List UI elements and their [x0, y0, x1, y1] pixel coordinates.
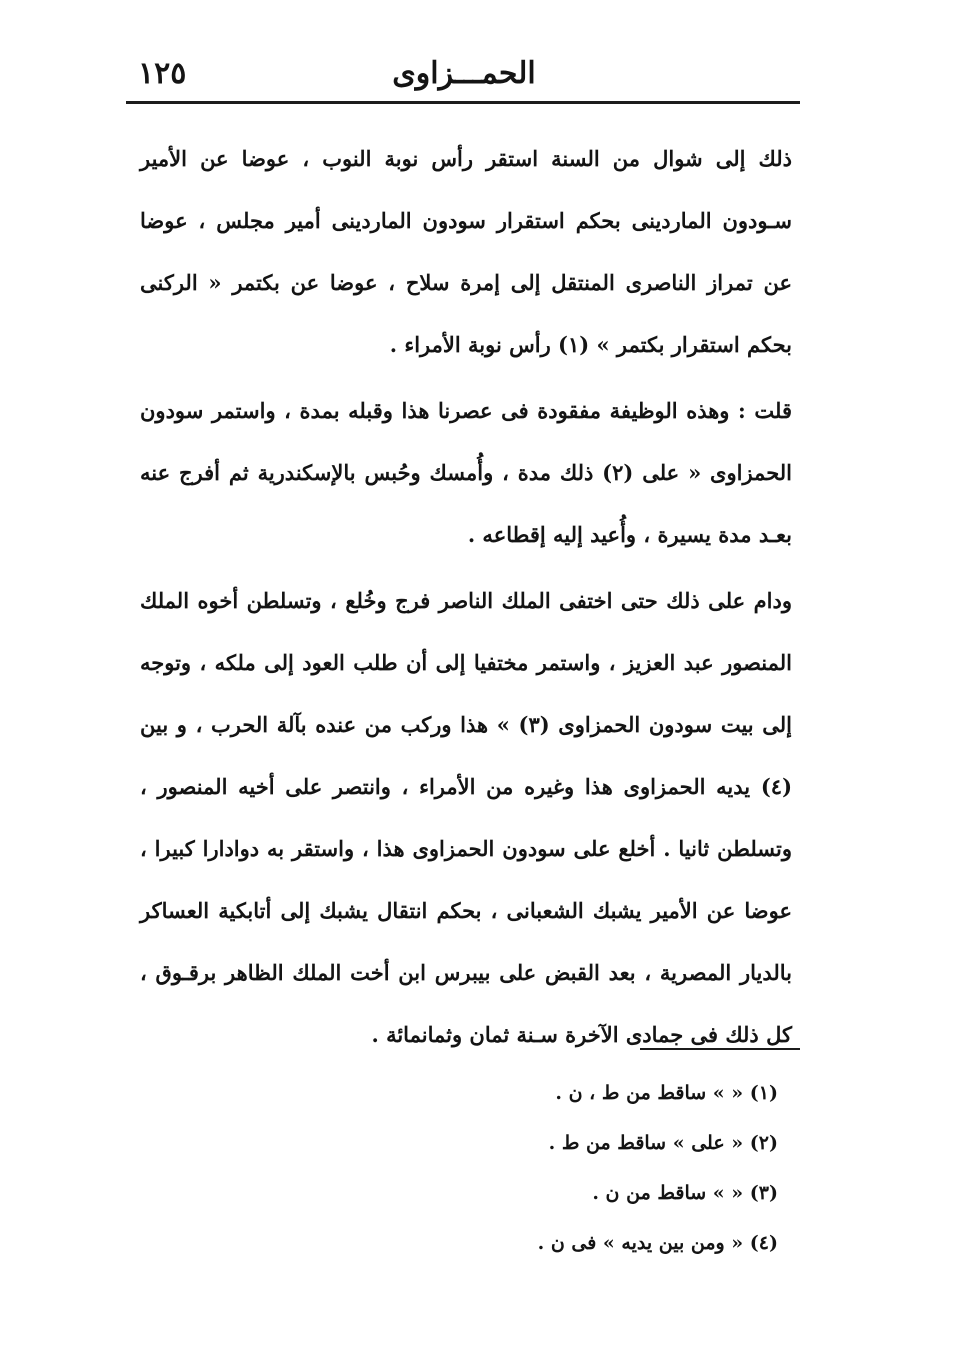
header-rule [126, 101, 800, 104]
footnote-3: (٣) « » ساقط من ن . [592, 1182, 778, 1204]
footnote-1: (١) « » ساقط من ط ، ن . [555, 1082, 778, 1104]
running-header [130, 48, 798, 100]
footnote-rule [640, 1048, 800, 1050]
footnotes-list [380, 1068, 778, 1268]
paragraph-1: ذلك إلى شوال من السنة استقر رأس نوبة النوب ، عوضا عن الأمير سـودون الماردينى بحكم استقرار سودون الماردينى أمير مجلس ، عوضا عن تمراز الناصرى المنتقل إلى إمرة سلاح ، عوضا عن بكتمر « الركنى بحكم استقرار بكتمر » (١) رأس نوبة الأمراء . [140, 146, 792, 357]
footnote-2: (٢) « على » ساقط من ط . [548, 1132, 778, 1154]
paragraph-3: ودام على ذلك حتى اختفى الملك الناصر فرج وخُلع ، وتسلطن أخوه الملك المنصور عبد العزيز ، واستمر مختفيا إلى أن طلب العود إلى ملكه ، وتوجه إلى بيت سودون الحمزاوى (٣) » هذا وركب من عنده بآلة الحرب ، و بين (٤) يديه الحمزاوى هذا وغيره من الأمراء ، وانتصر على أخيه المنصور ، وتسلطن ثانيا . أخلع على سودون الحمزاوى هذا ، واستقر به دوادارا كبيرا ، عوضا عن الأمير يشبك الشعبانى ، بحكم انتقال يشبك إلى أتابكية العساكر بالديار المصرية ، بعد القبض على بيبرس ابن أخت الملك الظاهر برقـوق ، كل ذلك فى جمادى الآخرة سـنة ثمان وثمانمائة . [140, 588, 792, 1047]
page-title: الحمـــزاوى [392, 56, 536, 91]
page-number: ١٢٥ [138, 56, 187, 91]
body-text [140, 128, 792, 1066]
footnote-4: (٤) « ومن بين يديه » فى ن . [537, 1232, 778, 1254]
paragraph-2: قلت : وهذه الوظيفة مفقودة فى عصرنا هذا وقبله بمدة ، واستمر سودون الحمزاوى « على (٢) ذلك مدة ، وأُمسك وحُبس بالإسكندرية ثم أفرج عنه بعـد مدة يسيرة ، وأُعيد إليه إقطاعه . [140, 398, 792, 547]
